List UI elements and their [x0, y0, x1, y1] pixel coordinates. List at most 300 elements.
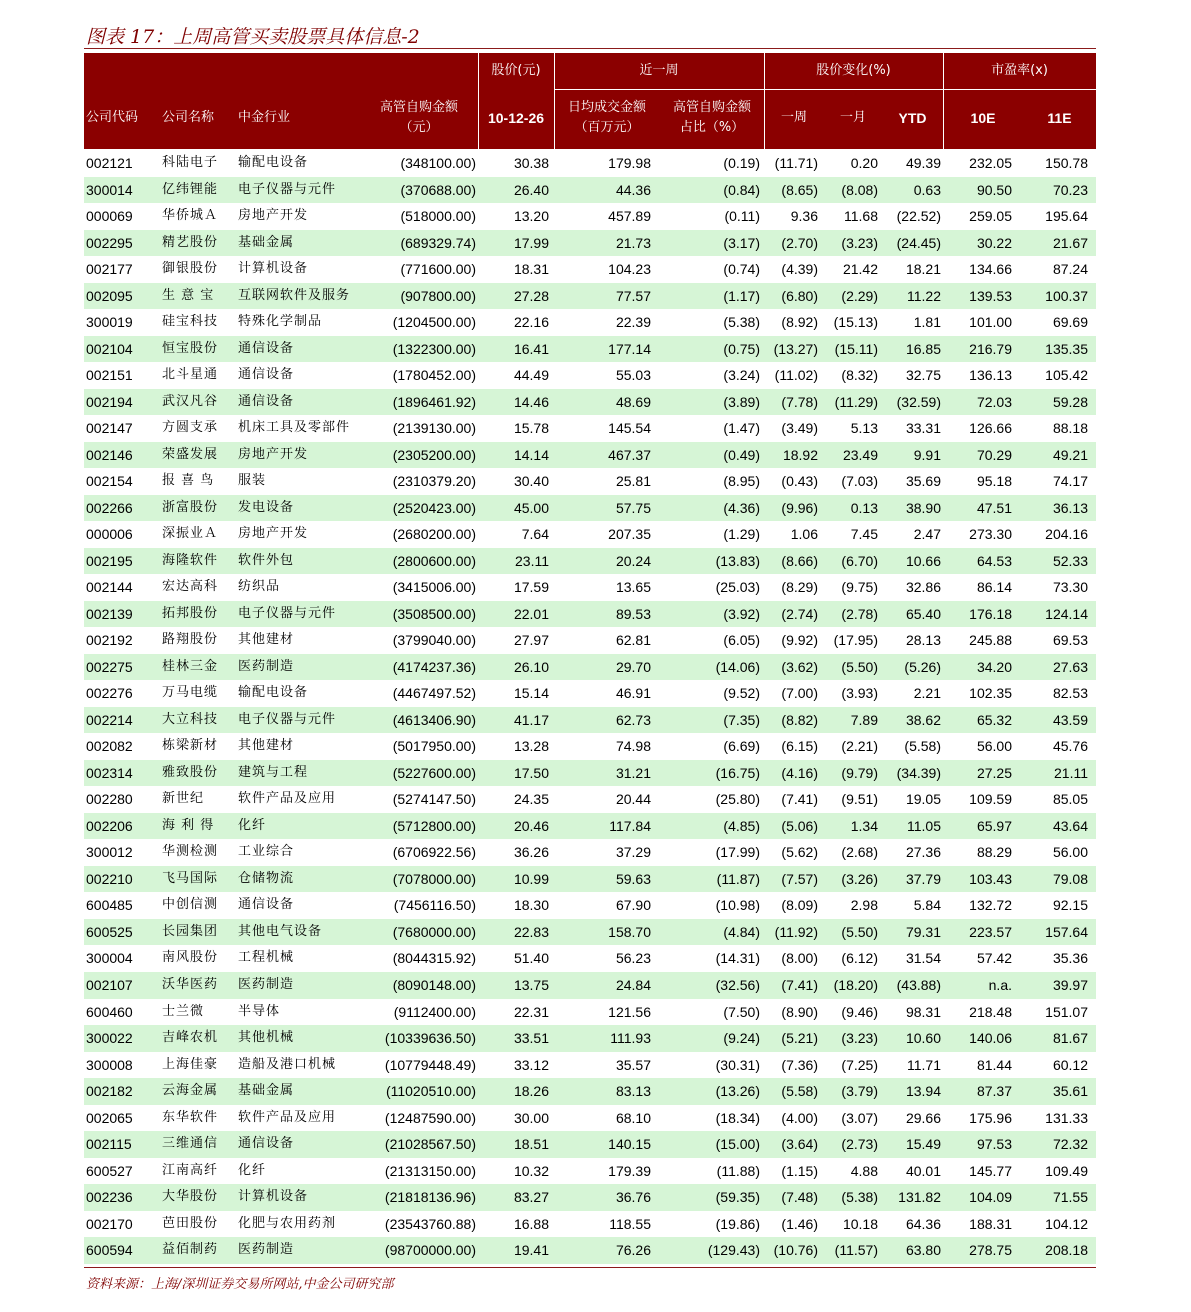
cell-price: 10.32	[513, 1162, 549, 1179]
cell-ratio: (30.31)	[715, 1056, 760, 1073]
table-row	[84, 1158, 1096, 1185]
cell-name: 硅宝科技	[162, 314, 219, 330]
table-row	[84, 760, 1096, 787]
cell-industry: 造船及港口机械	[238, 1056, 337, 1072]
cell-ytd: 40.01	[905, 1162, 941, 1179]
cell-price: 16.41	[513, 340, 549, 357]
cell-ratio: (4.85)	[723, 817, 760, 834]
cell-industry: 其他建材	[238, 632, 295, 648]
cell-code: 000069	[86, 208, 133, 225]
table-row	[84, 468, 1096, 495]
cell-amount: (5227600.00)	[392, 764, 476, 781]
cell-pe10: 88.29	[976, 844, 1012, 861]
cell-industry: 发电设备	[238, 499, 295, 515]
cell-amount: (4613406.90)	[392, 711, 476, 728]
cell-ratio: (8.95)	[723, 473, 760, 490]
cell-pe11: 35.61	[1052, 1083, 1088, 1100]
cell-turnover: 77.57	[615, 287, 651, 304]
cell-industry: 其他机械	[238, 1030, 295, 1046]
cell-month: 0.20	[850, 155, 878, 171]
cell-code: 300014	[86, 181, 133, 198]
cell-name: 大立科技	[162, 711, 219, 727]
cell-price: 18.31	[513, 261, 549, 278]
cell-pe10: 126.66	[969, 420, 1012, 437]
cell-month: (11.29)	[834, 393, 878, 410]
cell-price: 14.14	[513, 446, 549, 463]
cell-amount: (907800.00)	[400, 287, 476, 304]
cell-industry: 工业综合	[238, 844, 295, 860]
cell-week: (11.71)	[774, 155, 818, 171]
header-amount-line1: 高管自购金额	[379, 100, 458, 115]
cell-amount: (21028567.50)	[384, 1136, 476, 1153]
cell-ratio: (11.87)	[716, 870, 760, 887]
cell-pe10: 65.97	[976, 817, 1012, 834]
cell-ytd: 2.21	[913, 685, 941, 702]
cell-pe11: 109.49	[1045, 1162, 1088, 1179]
cell-pe11: 21.11	[1054, 764, 1088, 781]
cell-ytd: 79.31	[905, 923, 941, 940]
cell-ytd: 1.81	[913, 314, 941, 331]
cell-turnover: 118.55	[609, 1215, 651, 1232]
header-price-date: 10-12-26	[487, 110, 545, 126]
cell-turnover: 111.93	[610, 1030, 651, 1047]
cell-pe10: 273.30	[969, 526, 1012, 543]
cell-month: (6.70)	[841, 552, 878, 569]
cell-turnover: 55.03	[615, 367, 651, 384]
cell-price: 15.78	[513, 420, 549, 437]
table-row	[84, 1025, 1096, 1052]
cell-month: 23.49	[842, 446, 878, 463]
cell-ytd: 38.90	[905, 499, 941, 516]
cell-amount: (4467497.52)	[392, 685, 476, 702]
cell-code: 000006	[86, 526, 133, 543]
cell-ratio: (0.49)	[723, 446, 760, 463]
table-row	[84, 733, 1096, 760]
cell-ytd: 11.22	[907, 287, 941, 304]
cell-ratio: (14.06)	[715, 658, 760, 675]
cell-amount: (7078000.00)	[392, 870, 476, 887]
cell-pe10: 136.13	[969, 367, 1012, 384]
cell-amount: (3508500.00)	[392, 605, 476, 622]
cell-industry: 房地产开发	[238, 526, 309, 542]
cell-month: (3.93)	[841, 685, 878, 702]
cell-pe11: 157.64	[1045, 923, 1088, 940]
cell-week: (6.15)	[781, 738, 818, 755]
table-row	[84, 521, 1096, 548]
cell-week: (6.80)	[781, 287, 818, 304]
cell-name: 科陆电子	[162, 155, 219, 170]
cell-code: 600525	[86, 923, 133, 940]
cell-pe10: 232.05	[969, 155, 1012, 171]
cell-price: 27.97	[513, 632, 549, 649]
cell-turnover: 83.13	[615, 1083, 651, 1100]
cell-turnover: 179.39	[608, 1162, 651, 1179]
cell-industry: 机床工具及零部件	[238, 420, 351, 436]
cell-pe11: 100.37	[1045, 287, 1088, 304]
cell-week: (3.62)	[781, 658, 818, 675]
cell-industry: 软件外包	[238, 552, 295, 568]
cell-week: (3.49)	[781, 420, 818, 437]
cell-ytd: 9.91	[913, 446, 941, 463]
cell-price: 18.26	[513, 1083, 549, 1100]
cell-name: 浙富股份	[162, 499, 219, 515]
cell-ratio: (1.47)	[723, 420, 760, 437]
cell-price: 30.00	[513, 1109, 549, 1126]
cell-turnover: 24.84	[615, 976, 651, 993]
cell-ratio: (13.26)	[715, 1083, 760, 1100]
cell-month: (7.25)	[841, 1056, 878, 1073]
cell-amount: (1204500.00)	[392, 314, 476, 331]
cell-turnover: 21.73	[615, 234, 651, 251]
cell-ratio: (6.69)	[723, 738, 760, 755]
table-row	[84, 1237, 1096, 1264]
cell-industry: 基础金属	[238, 1083, 295, 1099]
cell-ytd: 15.49	[905, 1136, 941, 1153]
header-ratio-line2: 占比（%）	[679, 120, 745, 135]
cell-turnover: 140.15	[608, 1136, 651, 1153]
table-row	[84, 919, 1096, 946]
cell-amount: (348100.00)	[400, 155, 476, 171]
cell-pe11: 105.42	[1045, 367, 1088, 384]
cell-name: 万马电缆	[162, 685, 219, 701]
cell-industry: 通信设备	[238, 340, 295, 356]
cell-pe10: 109.59	[969, 791, 1012, 808]
cell-pe10: 188.31	[969, 1215, 1012, 1232]
cell-pe11: 21.67	[1052, 234, 1088, 251]
cell-name: 华侨城Ａ	[162, 208, 219, 224]
cell-pe10: 34.20	[976, 658, 1012, 675]
cell-turnover: 20.24	[615, 552, 651, 569]
cell-ytd: 32.86	[905, 579, 941, 596]
cell-price: 26.10	[513, 658, 549, 675]
table-row	[84, 256, 1096, 283]
cell-ytd: (43.88)	[896, 976, 941, 993]
cell-ratio: (4.36)	[723, 499, 760, 516]
cell-ratio: (17.99)	[715, 844, 760, 861]
cell-week: (4.39)	[781, 261, 818, 278]
cell-name: 拓邦股份	[162, 605, 219, 621]
cell-name: 雅致股份	[162, 764, 219, 780]
header-pe11: 11E	[1047, 110, 1072, 126]
table-row	[84, 1131, 1096, 1158]
header-week: 一周	[780, 110, 807, 125]
cell-industry: 半导体	[238, 1003, 281, 1019]
cell-ratio: (10.98)	[715, 897, 760, 914]
title-rule	[84, 48, 1096, 49]
cell-ytd: 98.31	[905, 1003, 941, 1020]
cell-pe11: 70.23	[1052, 181, 1088, 198]
cell-amount: (1780452.00)	[392, 367, 476, 384]
table-row	[84, 1184, 1096, 1211]
cell-ratio: (9.52)	[723, 685, 760, 702]
cell-ytd: (34.39)	[896, 764, 941, 781]
cell-name: 吉峰农机	[162, 1030, 219, 1046]
cell-amount: (2310379.20)	[392, 473, 476, 490]
cell-amount: (21818136.96)	[384, 1189, 476, 1206]
cell-code: 600460	[86, 1003, 133, 1020]
cell-month: (8.32)	[841, 367, 878, 384]
cell-ytd: 31.54	[905, 950, 941, 967]
cell-turnover: 467.37	[608, 446, 651, 463]
cell-pe11: 35.36	[1052, 950, 1088, 967]
cell-month: (15.11)	[834, 340, 878, 357]
cell-amount: (2520423.00)	[392, 499, 476, 516]
bottom-rule	[84, 1267, 1096, 1268]
cell-name: 沃华医药	[162, 976, 219, 992]
cell-price: 24.35	[513, 791, 549, 808]
cell-amount: (4174237.36)	[392, 658, 476, 675]
cell-ytd: 65.40	[905, 605, 941, 622]
cell-turnover: 62.81	[615, 632, 651, 649]
cell-industry: 房地产开发	[238, 208, 309, 224]
cell-industry: 通信设备	[238, 897, 295, 913]
cell-industry: 建筑与工程	[238, 764, 309, 780]
cell-code: 002210	[86, 870, 133, 887]
cell-month: (3.07)	[841, 1109, 878, 1126]
cell-turnover: 31.21	[615, 764, 651, 781]
cell-pe11: 131.33	[1045, 1109, 1088, 1126]
cell-month: (6.12)	[841, 950, 878, 967]
cell-turnover: 44.36	[615, 181, 651, 198]
cell-week: (5.58)	[781, 1083, 818, 1100]
cell-name: 深振业Ａ	[162, 526, 219, 542]
cell-pe11: 43.59	[1052, 711, 1088, 728]
table-row	[84, 813, 1096, 840]
header-amount-line2: （元）	[399, 120, 439, 135]
cell-price: 13.75	[513, 976, 549, 993]
cell-price: 20.46	[513, 817, 549, 834]
cell-code: 002314	[86, 764, 133, 781]
cell-turnover: 158.70	[608, 923, 651, 940]
cell-month: (8.08)	[841, 181, 878, 198]
cell-pe10: 72.03	[976, 393, 1012, 410]
cell-name: 北斗星通	[162, 367, 219, 383]
cell-ratio: (3.24)	[723, 367, 760, 384]
cell-price: 18.51	[513, 1136, 549, 1153]
cell-name: 新世纪	[162, 791, 205, 807]
cell-week: (2.70)	[781, 234, 818, 251]
cell-industry: 化纤	[238, 1162, 267, 1178]
cell-pe11: 150.78	[1045, 155, 1088, 171]
cell-pe11: 49.21	[1052, 446, 1088, 463]
cell-month: 1.34	[850, 817, 878, 834]
cell-name: 御银股份	[162, 261, 219, 277]
cell-ratio: (19.86)	[715, 1215, 760, 1232]
cell-amount: (771600.00)	[400, 261, 476, 278]
cell-pe10: 81.44	[976, 1056, 1012, 1073]
cell-price: 17.59	[513, 579, 549, 596]
cell-name: 桂林三金	[162, 658, 219, 674]
cell-amount: (21313150.00)	[384, 1162, 476, 1179]
cell-pe11: 195.64	[1045, 208, 1088, 225]
cell-industry: 通信设备	[238, 1136, 295, 1152]
cell-week: (11.02)	[774, 367, 818, 384]
cell-code: 002266	[86, 499, 133, 516]
header-turnover-line1: 日均成交金额	[567, 100, 646, 115]
table-row	[84, 1211, 1096, 1238]
cell-industry: 计算机设备	[238, 1189, 309, 1205]
cell-amount: (3415006.00)	[392, 579, 476, 596]
cell-ytd: 19.05	[905, 791, 941, 808]
cell-amount: (8044315.92)	[392, 950, 476, 967]
cell-industry: 纺织品	[238, 579, 281, 595]
cell-code: 002115	[86, 1136, 132, 1153]
table-row	[84, 415, 1096, 442]
cell-pe11: 92.15	[1052, 897, 1088, 914]
cell-name: 士兰微	[162, 1003, 205, 1019]
cell-pe10: n.a.	[988, 976, 1012, 993]
cell-month: (9.79)	[841, 764, 878, 781]
cell-month: 7.45	[850, 526, 878, 543]
cell-ytd: 38.62	[905, 711, 941, 728]
cell-pe10: 57.42	[976, 950, 1012, 967]
cell-month: (2.73)	[841, 1136, 878, 1153]
cell-month: (5.50)	[841, 923, 878, 940]
cell-week: (1.15)	[781, 1162, 818, 1179]
cell-week: (8.09)	[781, 897, 818, 914]
cell-ytd: 131.82	[898, 1189, 941, 1206]
header-turnover	[554, 98, 660, 138]
cell-industry: 化肥与农用药剂	[238, 1215, 337, 1231]
cell-ratio: (13.83)	[715, 552, 760, 569]
cell-week: (4.00)	[781, 1109, 818, 1126]
cell-industry: 工程机械	[238, 950, 295, 966]
cell-week: 9.36	[790, 208, 818, 225]
cell-ratio: (0.84)	[723, 181, 760, 198]
header-month: 一月	[839, 110, 866, 125]
cell-amount: (7680000.00)	[392, 923, 476, 940]
cell-code: 002147	[86, 420, 133, 437]
cell-ratio: (7.50)	[723, 1003, 760, 1020]
cell-turnover: 67.90	[615, 897, 651, 914]
cell-name: 宏达高科	[162, 579, 219, 595]
cell-amount: (370688.00)	[400, 181, 476, 198]
cell-pe11: 208.18	[1045, 1242, 1088, 1259]
cell-industry: 输配电设备	[238, 155, 309, 170]
cell-amount: (12487590.00)	[384, 1109, 476, 1126]
table-row	[84, 203, 1096, 230]
cell-industry: 基础金属	[238, 234, 295, 250]
table-row	[84, 866, 1096, 893]
cell-code: 002206	[86, 817, 133, 834]
cell-industry: 互联网软件及服务	[238, 287, 351, 303]
cell-pe10: 95.18	[976, 473, 1012, 490]
cell-name: 云海金属	[162, 1083, 219, 1099]
cell-pe10: 245.88	[969, 632, 1012, 649]
cell-ytd: 10.66	[905, 552, 941, 569]
table-row	[84, 601, 1096, 628]
cell-amount: (5017950.00)	[392, 738, 476, 755]
cell-pe10: 90.50	[976, 181, 1012, 198]
cell-price: 22.83	[513, 923, 549, 940]
cell-code: 300012	[86, 844, 133, 861]
cell-price: 33.12	[513, 1056, 549, 1073]
cell-industry: 电子仪器与元件	[238, 181, 337, 197]
cell-code: 002280	[86, 791, 133, 808]
cell-pe11: 59.28	[1052, 393, 1088, 410]
cell-ytd: 28.13	[905, 632, 941, 649]
cell-industry: 通信设备	[238, 367, 295, 383]
cell-ytd: (5.26)	[904, 658, 941, 675]
cell-name: 报 喜 鸟	[162, 473, 215, 489]
cell-amount: (689329.74)	[400, 234, 476, 251]
cell-ytd: 64.36	[905, 1215, 941, 1232]
cell-pe10: 218.48	[969, 1003, 1012, 1020]
cell-month: 5.13	[850, 420, 878, 437]
cell-name: 荣盛发展	[162, 446, 219, 462]
cell-month: 21.42	[842, 261, 878, 278]
header-divider	[764, 89, 943, 90]
cell-pe11: 124.14	[1045, 605, 1088, 622]
cell-code: 002194	[86, 393, 133, 410]
cell-month: (5.50)	[841, 658, 878, 675]
cell-month: (3.23)	[841, 1030, 878, 1047]
header-group-pe: 市盈率(x)	[991, 63, 1048, 78]
cell-week: (10.76)	[773, 1242, 818, 1259]
cell-name: 三维通信	[162, 1136, 219, 1152]
table-row	[84, 1105, 1096, 1132]
cell-ytd: (5.58)	[904, 738, 941, 755]
cell-week: (8.65)	[781, 181, 818, 198]
cell-price: 27.28	[513, 287, 549, 304]
cell-ratio: (15.00)	[715, 1136, 760, 1153]
cell-name: 大华股份	[162, 1189, 219, 1205]
cell-turnover: 104.23	[608, 261, 651, 278]
cell-pe11: 52.33	[1052, 552, 1088, 569]
cell-ratio: (1.29)	[723, 526, 760, 543]
cell-code: 002151	[86, 367, 133, 384]
cell-amount: (3799040.00)	[392, 632, 476, 649]
cell-ytd: 5.84	[913, 897, 941, 914]
cell-code: 300008	[86, 1056, 133, 1073]
cell-pe10: 27.25	[976, 764, 1012, 781]
cell-ytd: 63.80	[905, 1242, 941, 1259]
cell-week: (9.96)	[781, 499, 818, 516]
cell-ytd: (32.59)	[896, 393, 941, 410]
cell-industry: 特殊化学制品	[238, 314, 323, 330]
cell-ratio: (0.75)	[723, 340, 760, 357]
cell-ytd: 11.05	[907, 817, 941, 834]
cell-week: (8.92)	[781, 314, 818, 331]
cell-code: 002082	[86, 738, 133, 755]
cell-pe10: 65.32	[976, 711, 1012, 728]
cell-ratio: (14.31)	[715, 950, 760, 967]
cell-price: 45.00	[513, 499, 549, 516]
cell-name: 江南高纤	[162, 1162, 219, 1178]
cell-industry: 仓储物流	[238, 870, 295, 886]
table-row	[84, 309, 1096, 336]
cell-industry: 服装	[238, 473, 267, 489]
cell-price: 19.41	[513, 1242, 549, 1259]
cell-amount: (7456116.50)	[393, 897, 476, 914]
table-row	[84, 892, 1096, 919]
table-row	[84, 495, 1096, 522]
cell-pe11: 82.53	[1052, 685, 1088, 702]
cell-pe11: 27.63	[1052, 658, 1088, 675]
cell-turnover: 117.84	[609, 817, 651, 834]
cell-ratio: (129.43)	[707, 1242, 760, 1259]
cell-price: 30.38	[513, 155, 549, 171]
table-row	[84, 680, 1096, 707]
cell-month: (9.75)	[841, 579, 878, 596]
cell-pe11: 85.05	[1052, 791, 1088, 808]
cell-ytd: 37.79	[905, 870, 941, 887]
cell-ytd: 10.60	[905, 1030, 941, 1047]
cell-pe11: 56.00	[1052, 844, 1088, 861]
cell-price: 44.49	[513, 367, 549, 384]
cell-month: (9.51)	[841, 791, 878, 808]
cell-month: (15.13)	[833, 314, 878, 331]
